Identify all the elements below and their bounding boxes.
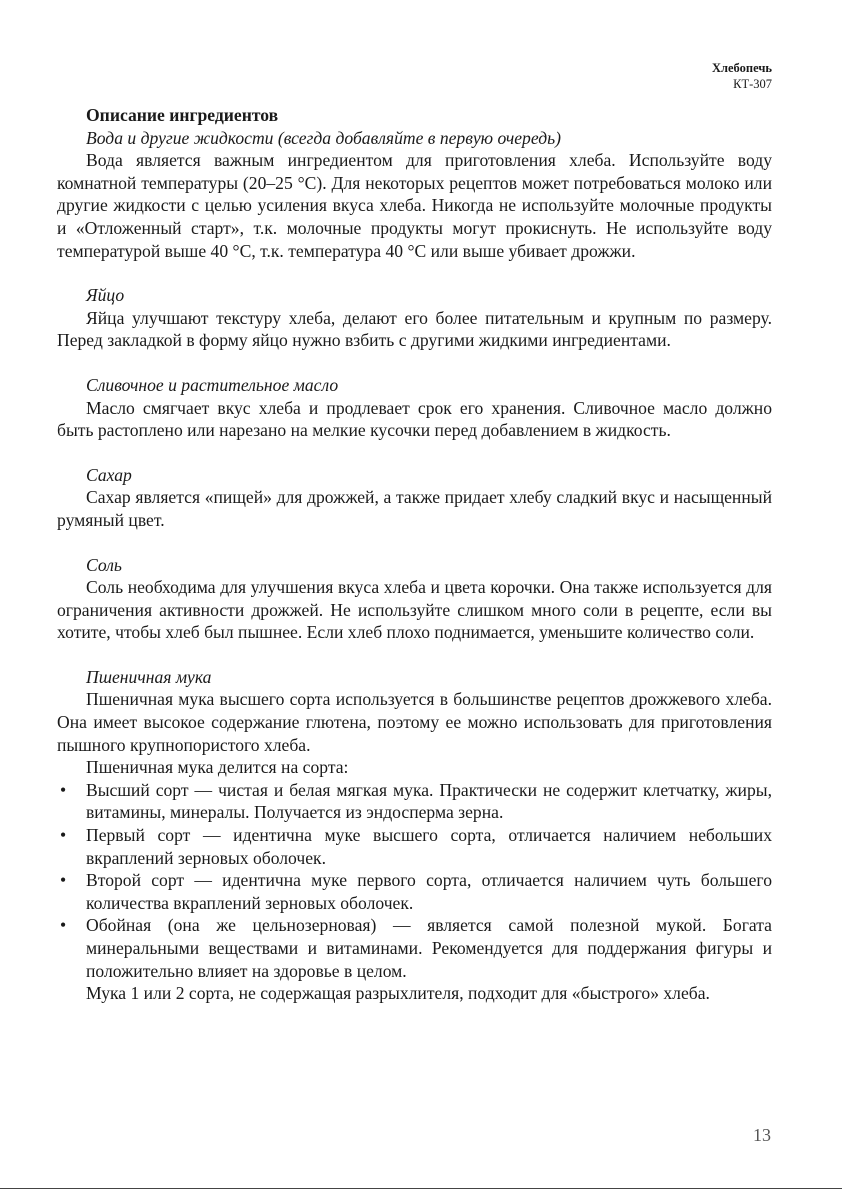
section-subtitle: Сливочное и растительное масло xyxy=(86,374,339,395)
section-salt xyxy=(57,554,772,644)
flour-grades-list xyxy=(57,779,772,982)
section-paragraph: Пшеничная мука делится на сорта: xyxy=(86,757,349,778)
section-water xyxy=(57,127,772,263)
page-body xyxy=(57,104,772,1005)
section-subtitle: Пшеничная мука xyxy=(86,666,212,687)
section-subtitle: Соль xyxy=(86,554,122,575)
list-item: • Обойная (она же цельнозерновая) — является самой полезной мукой. Богата минеральными веществами и витаминами. Рекомендуется для поддержания фигуры и положительно влияет на здоровье в целом. xyxy=(57,914,772,982)
section-butter xyxy=(57,374,772,442)
section-subtitle: Сахар xyxy=(86,464,132,485)
list-item: • Высший сорт — чистая и белая мягкая мука. Практически не содержит клетчатку, жиры, витамины, минералы. Получается из эндосперма зерна. xyxy=(57,779,772,824)
list-item: • Второй сорт — идентична муке первого сорта, отличается наличием чуть большего количества вкраплений зерновых оболочек. xyxy=(57,869,772,914)
section-paragraph: Масло смягчает вкус хлеба и продлевает срок его хранения. Сливочное масло должно быть растоплено или нарезано на мелкие кусочки перед добавлением в жидкость. xyxy=(57,397,772,441)
page-number: 13 xyxy=(753,1125,771,1145)
list-item: • Первый сорт — идентична муке высшего сорта, отличается наличием небольших вкраплений зерновых оболочек. xyxy=(57,824,772,869)
header-product: Хлебопечь xyxy=(711,61,772,75)
header-model: КТ-307 xyxy=(733,77,772,91)
section-sugar xyxy=(57,464,772,532)
closing-paragraph: Мука 1 или 2 сорта, не содержащая разрыхлителя, подходит для «быстрого» хлеба. xyxy=(86,983,710,1004)
section-paragraph: Сахар является «пищей» для дрожжей, а также придает хлебу сладкий вкус и насыщенный румяный цвет. xyxy=(57,487,772,530)
section-subtitle: Вода и другие жидкости (всегда добавляйте в первую очередь) xyxy=(86,127,561,148)
bottom-divider xyxy=(0,1188,842,1189)
section-egg xyxy=(57,284,772,352)
section-paragraph: Соль необходима для улучшения вкуса хлеба и цвета корочки. Она также используется для ограничения активности дрожжей. Не используйте слишком много соли в рецепте, если вы хотите, чтобы хлеб был пышнее. Если хлеб плохо поднимается, уменьшите количество соли. xyxy=(57,577,772,643)
section-paragraph: Пшеничная мука высшего сорта используется в большинстве рецептов дрожжевого хлеба. Она имеет высокое содержание глютена, поэтому ее можно использовать для приготовления пышного крупнопористого хлеба. xyxy=(57,689,772,755)
section-wheat-flour xyxy=(57,666,772,1005)
section-paragraph: Яйца улучшают текстуру хлеба, делают его более питательным и крупным по размеру. Перед закладкой в форму яйцо нужно взбить с другими жидкими ингредиентами. xyxy=(57,307,772,351)
section-paragraph: Вода является важным ингредиентом для приготовления хлеба. Используйте воду комнатной температуры (20–25 °С). Для некоторых рецептов может потребоваться молоко или другие жидкости с целью усиления вкуса хлеба. Никогда не используйте молочные продукты и «Отложенный старт», т.к. молочные продукты могут прокиснуть. Не используйте воду температурой выше 40 °С, т.к. температура 40 °С или выше убивает дрожжи. xyxy=(57,150,772,261)
page-title: Описание ингредиентов xyxy=(86,105,279,125)
section-subtitle: Яйцо xyxy=(86,285,125,306)
running-header xyxy=(712,60,772,92)
